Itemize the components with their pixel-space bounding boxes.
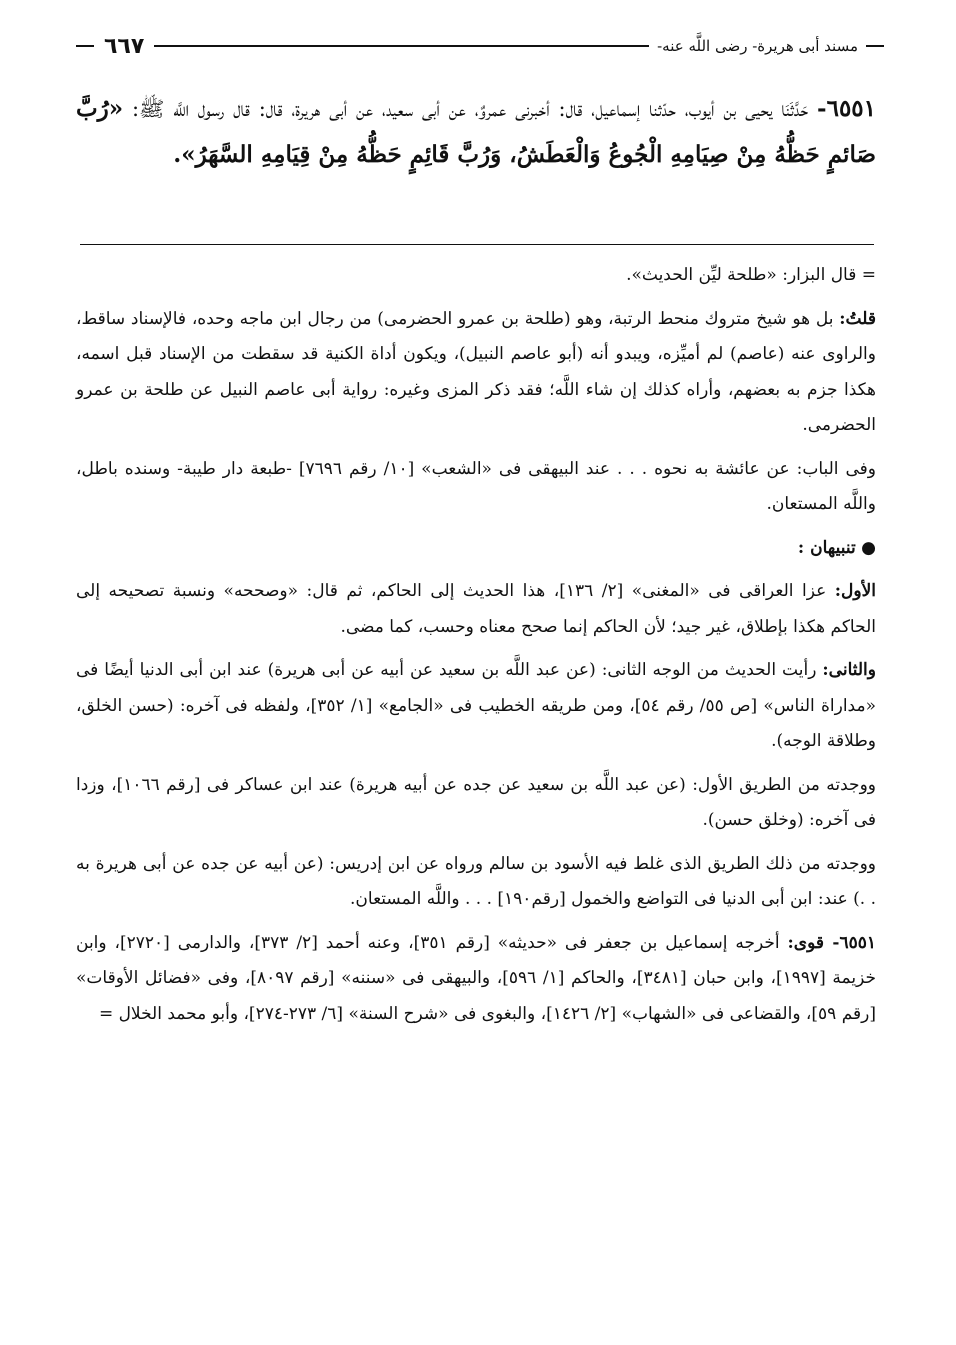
hadith-matn: «رُبَّ صَائمٍ حَظُّهُ مِنْ صِيَامِهِ الْجُوعُ وَالْعَطَشُ، وَرُبَّ قَائِمٍ حَظُّهُ مِنْ قِيَامِهِ السَّهَرُ». bbox=[76, 95, 876, 168]
page-header bbox=[76, 28, 884, 64]
header-dash-end bbox=[76, 45, 94, 47]
note-takhrij-text: أخرجه إسماعيل بن جعفر فى «حديثه» [رقم ٣٥١]، وعنه أحمد [٢/ ٣٧٣]، والدارمى [٢٧٢٠]، وابن خزيمة [١٩٩٧]، وابن حبان [٣٤٨١]، والحاكم [١/ ٥٩٦]، والبيهقى فى «سننه» [رقم ٨٠٩٧]، وفى «فضائل الأوقات» [رقم ٥٩]، والقضاعى فى «الشهاب» [٢/ ١٤٢٦]، والبغوى فى «شرح السنة» [٦/ ٢٧٣-٢٧٤]، وأبو محمد الخلال = bbox=[76, 932, 876, 1024]
note-second-text: رأيت الحديث من الوجه الثانى: (عن عبد اللَّه بن سعيد عن أبيه عن أبى هريرة) عند ابن أبى الدنيا أيضًا فى «مداراة الناس» [ص ٥٥/ رقم ٥٤]، ومن طريقه الخطيب فى «الجامع» [١/ ٣٥٢]، ولفظه فى آخره: (حسن الخلق، وطلاقة الوجه). bbox=[76, 660, 876, 751]
bullet-icon: ● bbox=[861, 537, 876, 558]
note-takhrij-lead: ٦٥٥١- قوى: bbox=[787, 932, 876, 953]
hadith-text bbox=[76, 86, 876, 178]
footnote-divider bbox=[80, 244, 874, 245]
note-qultu-text: بل هو شيخ متروك منحط الرتبة، وهو (طلحة بن عمرو الحضرمى) من رجال ابن ماجه وحده، فالإسناد ساقط، والراوى عنه (عاصم) لم أميِّزه، ويبدو أنه (أبو عاصم النبيل)، ويكون أداة الكنية قد سقطت من الإسناد قبل اسمه، هكذا جزم به بعضهم، وأراه كذلك إن شاء اللَّه؛ فقد ذكر المزى وغيره: رواية أبى عاصم النبيل عن طلحة بن عمرو الحضرمى. bbox=[76, 308, 876, 435]
note-qultu bbox=[76, 302, 876, 444]
note-aswad: ووجدته من ذلك الطريق الذى غلط فيه الأسود بن سالم ورواه عن ابن إدريس: (عن أبيه عن جده عن أبى هريرة به . .) عند: ابن أبى الدنيا فى التواضع والخمول [رقم١٩٠] . . . واللَّه المستعان. bbox=[76, 853, 876, 909]
footnotes bbox=[76, 258, 876, 1040]
header-dash bbox=[866, 45, 884, 47]
note-takhrij bbox=[76, 926, 876, 1033]
hadith-number: ٦٥٥١- bbox=[817, 95, 877, 122]
note-first-route: ووجدته من الطريق الأول: (عن عبد اللَّه بن سعيد عن جده عن أبيه هريرة) عند ابن عساكر فى [رقم ١٠٦٦]، وزدا فى آخره: (وخلق حسن). bbox=[76, 774, 876, 830]
header-rule bbox=[154, 45, 649, 47]
note-first-text: عزا العراقى فى «المغنى» [٢/ ١٣٦]، هذا الحديث إلى الحاكم، ثم قال: «وصححه» ونسبة تصحيحه إلى الحاكم هكذا بإطلاق، غير جيد؛ لأن الحاكم إنما صحح معناه وحسب، كما مضى. bbox=[76, 581, 876, 637]
running-title: مسند أبى هريرة- رضى اللَّه عنه- bbox=[657, 37, 858, 55]
note-bab: وفى الباب: عن عائشة به نحوه . . . عند البيهقى فى «الشعب» [١٠/ رقم ٧٦٩٦] -طبعة دار طيبة- وسنده باطل، واللَّه المستعان. bbox=[76, 458, 876, 514]
note-second-lead: والثانى: bbox=[822, 660, 876, 680]
tanbihan-label: تنبيهان : bbox=[797, 537, 856, 558]
note-second bbox=[76, 653, 876, 760]
note-first bbox=[76, 574, 876, 645]
note-first-lead: الأول: bbox=[834, 581, 877, 601]
note-bazzar: = قال البزار: «طلحة ليِّن الحديث». bbox=[626, 265, 876, 285]
hadith-isnad: حَدَّثَنَا يحيى بن أيوب، حدّثنا إسماعيل، قال: أخبرنى عمروٌ، عن أبى سعيد، عن أبى هريرة، قال: قال رسول اللَّه ﷺ: bbox=[131, 97, 809, 121]
page-number: ٦٦٧ bbox=[104, 33, 145, 59]
note-qultu-lead: قلتُ: bbox=[839, 308, 876, 329]
note-tanbihan-heading bbox=[76, 531, 876, 567]
